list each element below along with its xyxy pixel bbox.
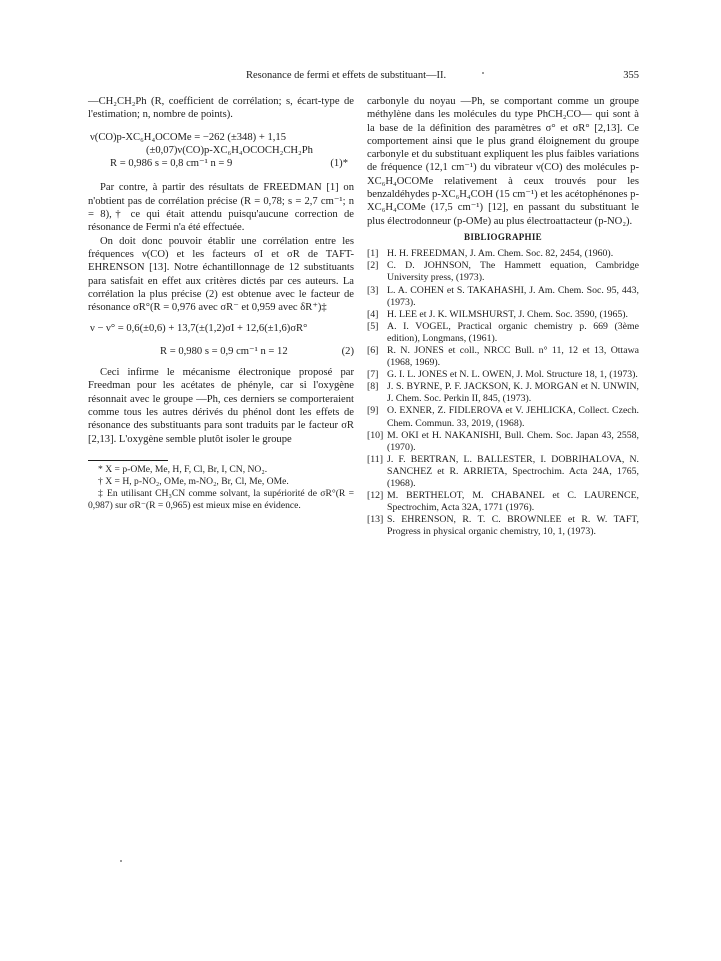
reference-number: [4] [367, 308, 379, 320]
reference-text: J. F. BERTRAN, L. BALLESTER, I. DOBRIHALOVA, N. SANCHEZ et R. ARRIETA, Spectrochim. Acta 24A, 1765, (1968). [387, 453, 639, 490]
reference-item [367, 405, 639, 429]
reference-text: L. A. COHEN et S. TAKAHASHI, J. Am. Chem. Soc. 95, 443, (1973). [387, 284, 639, 308]
reference-text: S. EHRENSON, R. T. C. BROWNLEE et R. W. TAFT, Progress in physical organic chemistry, 10, 1, (1973). [387, 514, 639, 538]
running-title: Resonance de fermi et effets de substituant—II. [246, 70, 447, 81]
paragraph: On doit donc pouvoir établir une corrélation entre les fréquences ν(CO) et les facteurs σI et σR de TAFT-EHRENSON [13]. Notre échantillonnage de 12 substituants para satisfait en effet aux critères dictés par ces auteurs. La corrélation la plus précise (2) est obtenue avec le facteur de résonance σR°(R = 0,976 avec σR⁻ et 0,959 avec δR⁺)‡ [88, 235, 354, 314]
reference-number: [6] [367, 345, 379, 357]
reference-text: A. I. VOGEL, Practical organic chemistry p. 669 (3ème edition), Longmans, (1961). [387, 320, 639, 344]
equation-1 [88, 131, 354, 171]
reference-number: [3] [367, 284, 379, 296]
reference-list [367, 248, 639, 538]
reference-text: C. D. JOHNSON, The Hammett equation, Cambridge University press, (1973). [387, 260, 639, 284]
reference-number: [9] [367, 405, 379, 417]
scan-speck [482, 72, 484, 74]
equation-line: ν − ν° = 0,6(±0,6) + 13,7(±(1,2)σI + 12,6(±1,6)σR° [90, 323, 308, 335]
reference-text: H. H. FREEDMAN, J. Am. Chem. Soc. 82, 2454, (1960). [387, 248, 614, 260]
reference-number: [8] [367, 381, 379, 393]
footnotes [88, 460, 354, 512]
equation-line: R = 0,980 s = 0,9 cm⁻¹ n = 12 [160, 345, 288, 357]
reference-number: [10] [367, 429, 384, 441]
reference-number: [5] [367, 320, 379, 332]
equation-line: R = 0,986 s = 0,8 cm⁻¹ n = 9 [110, 158, 233, 170]
reference-item [367, 369, 639, 381]
reference-item [367, 260, 639, 284]
reference-number: [12] [367, 490, 384, 502]
reference-item [367, 248, 639, 260]
reference-number: [11] [367, 453, 383, 465]
reference-number: [7] [367, 369, 379, 381]
reference-item [367, 490, 639, 514]
reference-item [367, 285, 639, 309]
scan-speck [120, 860, 122, 862]
footnote: ‡ En utilisant CH₃CN comme solvant, la supériorité de σR°(R = 0,987) sur σR⁻(R = 0,965) est mieux mise en évidence. [88, 487, 354, 511]
paragraph: carbonyle du noyau —Ph, se comportant comme un groupe méthylène dans les molécules du type PhCH₂CO— qui sont à la base de la définition des paramètres σ° et σR° [2,13]. Ce comportement ainsi que le plus grand éloignement du groupe carbonyle et du substituant expliquent les plus faibles variations de fréquence (12,1 cm⁻¹) du vibrateur ν(CO) des molécules p-XC₆H₄OCOMe relativement à ceux trouvés pour les benzaldéhydes p-XC₆H₄COH (15 cm⁻¹) et les acétophénones p-XC₆H₄COMe (17,5 cm⁻¹) [12], en passant du substituant le plus électrodonneur (p-OMe) au plus électroattacteur (p-NO₂). [367, 96, 639, 227]
reference-item [367, 430, 639, 454]
reference-number: [13] [367, 514, 384, 526]
equation-line: ν(CO)p-XC₆H₄OCOMe = −262 (±348) + 1,15 [90, 131, 286, 143]
reference-item [367, 514, 639, 538]
reference-text: R. N. JONES et coll., NRCC Bull. n° 11, 12 et 13, Ottawa (1968, 1969). [387, 345, 639, 369]
page-number: 355 [623, 70, 639, 81]
reference-text: G. I. L. JONES et N. L. OWEN, J. Mol. Structure 18, 1, (1973). [387, 369, 638, 381]
reference-item [367, 381, 639, 405]
equation-2 [88, 322, 354, 358]
reference-text: M. BERTHELOT, M. CHABANEL et C. LAURENCE, Spectrochim, Acta 32A, 1771 (1976). [387, 490, 639, 514]
footnote: † X = H, p-NO₂, OMe, m-NO₂, Br, Cl, Me, OMe. [98, 475, 289, 487]
reference-text: J. S. BYRNE, P. F. JACKSON, K. J. MORGAN et N. UNWIN, J. Chem. Soc. Perkin II, 845, (1973). [387, 381, 639, 405]
reference-number: [1] [367, 248, 379, 260]
left-column [88, 95, 354, 512]
reference-text: M. OKI et H. NAKANISHI, Bull. Chem. Soc. Japan 43, 2558, (1970). [387, 429, 639, 453]
equation-label: (2) [341, 345, 354, 357]
reference-text: O. EXNER, Z. FIDLEROVA et V. JEHLICKA, Collect. Czech. Chem. Commun. 33, 2019, (1968). [387, 405, 639, 429]
reference-number: [2] [367, 260, 379, 272]
reference-item [367, 345, 639, 369]
reference-item [367, 454, 639, 490]
paragraph: —CH₂CH₂Ph (R, coefficient de corrélation; s, écart-type de l'estimation; n, nombre de points). [88, 96, 354, 121]
page-header [88, 70, 639, 86]
bibliography-title: BIBLIOGRAPHIE [464, 231, 542, 242]
reference-item [367, 309, 639, 321]
paragraph: Par contre, à partir des résultats de FREEDMAN [1] on n'obtient pas de corrélation précise (R = 0,78; s = 2,7 cm⁻¹; n = 8),† ce qui était attendu puisqu'aucune correction de résonance de Fermi n'a été effectuée. [88, 182, 354, 234]
reference-item [367, 321, 639, 345]
equation-label: (1)* [330, 158, 348, 170]
reference-text: H. LEE et J. K. WILMSHURST, J. Chem. Soc. 3590, (1965). [387, 308, 629, 320]
equation-line: (±0,07)ν(CO)p-XC₆H₄OCOCH₂CH₂Ph [146, 144, 313, 156]
footnote-rule [88, 460, 168, 461]
paragraph: Ceci infirme le mécanisme électronique proposé par Freedman pour les acétates de phényle, car si l'oxygène résonnait avec le groupe —Ph, ces derniers se comporteraient comme tous les autres dérivés du phénol dont les effets de résonance des substituants para sont traduits par le facteur σR [2,13]. L'oxygène semble plutôt isoler le groupe [88, 367, 354, 445]
right-column [367, 95, 639, 539]
footnote: * X = p-OMe, Me, H, F, Cl, Br, I, CN, NO₂. [98, 463, 268, 475]
